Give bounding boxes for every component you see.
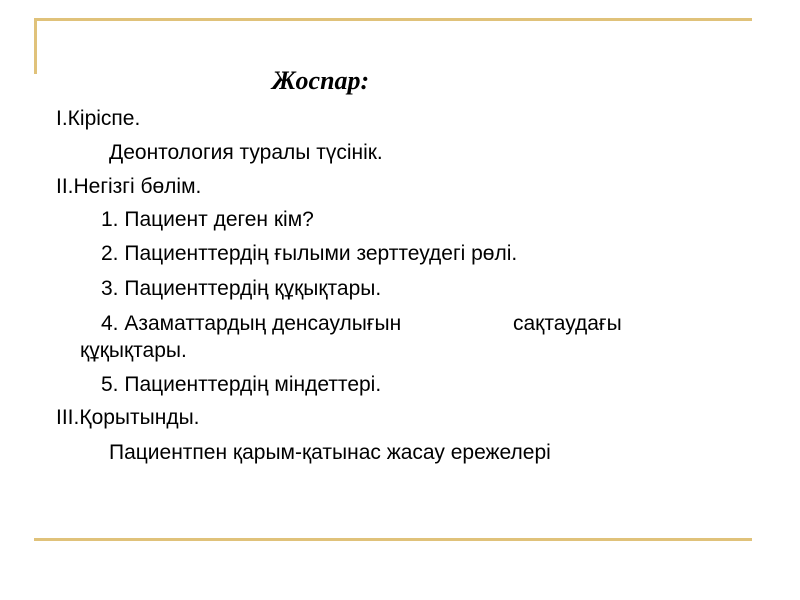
frame-bottom-line <box>34 538 752 541</box>
outline-item-3: 3. Пациенттердің құқықтары. <box>101 277 382 300</box>
frame-left-line <box>34 18 37 74</box>
outline-item-5: 5. Пациенттердің міндеттері. <box>101 373 382 396</box>
outline-item-4-part1: 4. Азаматтардың денсаулығын <box>101 312 402 335</box>
outline-item-4-part2: сақтаудағы <box>513 312 622 335</box>
outline-item-4-part3: құқықтары. <box>80 339 187 362</box>
outline-item-2: 2. Пациенттердің ғылыми зерттеудегі рөлі. <box>101 242 518 265</box>
outline-item-1: 1. Пациент деген кім? <box>101 208 314 231</box>
outline-item-deontology: Деонтология туралы түсінік. <box>109 141 383 164</box>
outline-section-conclusion: III.Қорытынды. <box>56 406 200 429</box>
outline-section-intro: I.Кіріспе. <box>56 107 141 130</box>
slide-title: Жоспар: <box>272 66 370 95</box>
outline-section-main: II.Негізгі бөлім. <box>56 175 202 198</box>
outline-item-communication: Пациентпен қарым-қатынас жасау ережелері <box>109 441 551 464</box>
frame-top-line <box>34 18 752 21</box>
